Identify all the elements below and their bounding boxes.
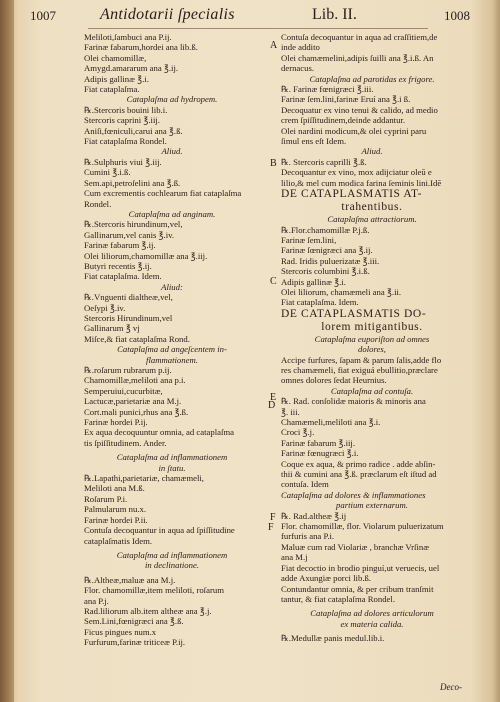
recipe-title: Cataplaſma ad parotidas ex frigore. [309, 73, 435, 84]
text-line: tantur, & fiat cataplaſma Rondel. [281, 593, 395, 604]
text-line: Contundantur omnia, & per cribum tranſmit [281, 583, 434, 594]
left-text-column [84, 32, 260, 648]
text-line: Fiat cataplaſma. Idem. [281, 297, 359, 308]
text-line: Furfurum,farinæ triticeæ P.ij. [84, 637, 186, 648]
text-line: Accipe furfures, ſapam & parum ſalis,adde flo [281, 354, 442, 365]
text-line: Olei chamæmelini,adipis ſuilli ana ℥.i.ß. An [281, 52, 434, 63]
page-number-right: 1008 [444, 8, 470, 23]
text-line: Fiat decoctio in brodio pinguí,ut veruecis, uel [281, 562, 440, 573]
recipe-title: in ſtatu. [158, 462, 186, 473]
text-line: ſimul ens eſt Idem. [281, 136, 347, 147]
text-line: res chamæmeli, fiat exiguá ebullitio,præclare [281, 364, 438, 375]
text-line: cataplaſmatis Idem. [84, 535, 153, 546]
margin-letter: C [270, 276, 277, 287]
text-line: ℞.Stercoris hirundinum,vel, [84, 219, 183, 230]
text-line: Farinæ ſem.lini, [281, 234, 337, 245]
recipe-title: Cataplaſma ad anginam. [128, 208, 216, 219]
recipe-title: Cataplaſma euporiſton ad omnes [314, 333, 430, 344]
text-line: crem ſpiſſitudinem,deinde addantur. [281, 115, 406, 126]
text-line: Chamomillæ,meliloti ana p.i. [84, 375, 186, 386]
text-line: Stercoris columbini ℥.i.ß. [281, 266, 370, 277]
text-line: Contuſa decoquantur in aqua ad craſſitiem,de [281, 32, 438, 42]
text-line: Meliloti,ſambuci ana P.ij. [84, 32, 172, 42]
text-line: ana P.j. [84, 595, 109, 606]
text-line: Cumini ℥.i.ß. [84, 167, 131, 178]
section-heading: DE CATAPLASMATIS AT- [281, 188, 423, 201]
text-line: Rad.liliorum alb.item altheæ ana ℥.j. [84, 605, 212, 616]
text-line: ℥. iii. [281, 406, 300, 417]
text-line: Sem.Lini,fœnigræci ana ℥.ß. [84, 616, 184, 627]
margin-letter: F [268, 522, 274, 533]
margin-letter: B [270, 158, 277, 169]
text-line: Roſarum P.i. [84, 493, 128, 504]
running-title: Antidotarii ſpecialis [100, 6, 235, 23]
text-line: Olei liliorum, chamæmeli ana ℥.ii. [281, 286, 402, 297]
text-line: Stercoris caprini ℥.iij. [84, 115, 160, 126]
text-line: ℞. Rad. conſolidæ maioris & minoris ana [281, 396, 426, 407]
text-line: Stercoris Hirundinum,vel [84, 312, 173, 323]
recipe-title: Cataplaſma ad dolores & inflammationes [281, 489, 426, 500]
text-line: dernacus. [281, 63, 315, 74]
margin-letter: E [270, 392, 277, 403]
section-heading: trahentibus. [341, 201, 403, 214]
recipe-title: Cataplaſma ad inflammationem [116, 452, 228, 463]
recipe-title: in declinatione. [144, 560, 200, 571]
text-line: ℞.roſarum rubrarum p.ij. [84, 365, 172, 375]
text-line: contuſa. Idem [281, 479, 329, 490]
header-rule [88, 28, 428, 29]
right-text-column [281, 32, 463, 644]
text-line: Fiat cataplaſma. [84, 84, 140, 95]
text-line: Farinæ fabarum,hordei ana lib.ß. [84, 42, 198, 53]
text-line: Rondel. [84, 198, 112, 209]
text-line: thii & cumini ana ℥.ß. præclarum eſt iſtud ad [281, 469, 437, 480]
text-line: Cum excrementis cochlearum fiat cataplaſma [84, 188, 242, 199]
text-line: ℞.Sulphuris viui ℥.iij. [84, 156, 162, 167]
text-line: inde addito [281, 42, 320, 53]
book-spine [0, 0, 14, 702]
recipe-title: ex materia calida. [340, 618, 404, 629]
text-line: Farinæ fabarum ℥.iij. [281, 437, 356, 448]
text-line: ℞.Stercoris bouini lib.i. [84, 104, 168, 115]
text-line: Flor. chamomillæ,item meliloti, roſarum [84, 585, 224, 596]
text-line: ℞.Medullæ panis medul.lib.i. [281, 633, 385, 644]
text-line: Fiat cataplaſma Rondel. [84, 136, 167, 147]
recipe-title: Cataplaſma ad dolores articulorum [310, 608, 434, 619]
text-line: Rad. Iridis puluerizatæ ℥.iii. [281, 255, 380, 266]
text-line: Olei nardini modicum,& olei cyprini paru [281, 125, 427, 136]
text-line: Ex aqua decoquuntur omnia, ad cataplaſma [84, 427, 235, 438]
text-line: lilio,& mel cum modica farina ſeminis lini.Idē [281, 177, 442, 188]
recipe-title: Aliud. [161, 146, 183, 157]
text-line: Flor. chamomillæ, flor. Violarum puluerizatum [281, 521, 444, 532]
margin-letter: D [268, 400, 276, 411]
text-line: Olei chamomillæ, [84, 52, 147, 63]
text-line: Ficus pingues num.x [84, 626, 157, 637]
text-line: adde Axungiæ porci lib.ß. [281, 573, 372, 584]
text-line: ℞. Farinæ fœnigræci ℥.iii. [281, 84, 374, 95]
text-line: ℞.Flor.chamomillæ P.j.ß. [281, 224, 370, 235]
text-line: Palmularum nu.x. [84, 504, 147, 515]
text-line: Decoquantur ex vino, mox adijciatur oleū e [281, 167, 432, 178]
text-line: Decoquatur ex vino tenui & calido, ad medio [281, 104, 438, 115]
recipe-title: Cataplaſma attractiorum. [327, 214, 417, 225]
text-line: Maluæ cum rad Violariæ , branchæ Vrſinæ [281, 541, 429, 552]
text-line: ℞.Lapathi,parietariæ, chamæmeli, [84, 473, 204, 484]
section-heading: lorem mitigantibus. [321, 320, 423, 333]
text-line: tis ſpiſſitudinem. Ander. [84, 437, 167, 448]
book-label: Lib. II. [312, 6, 357, 23]
text-line: Coque ex aqua, & primo radice . adde abſin- [281, 458, 436, 469]
text-line: Amygd.amararum ana ℥.ij. [84, 63, 179, 74]
text-line: ℞.Altheæ,maluæ ana M.j. [84, 574, 176, 585]
text-line: Farinæ fabarum ℥.ij. [84, 240, 156, 251]
text-line: Contuſa decoquantur in aqua ad ſpiſſitudine [84, 525, 235, 536]
text-line: Olei liliorum,chamomillæ ana ℥.iij. [84, 250, 208, 261]
recipe-title: dolores, [358, 344, 386, 355]
recipe-title: Aliud: [161, 281, 183, 292]
text-line: Cort.mali punici,rhus ana ℥.ß. [84, 406, 189, 417]
recipe-title: Cataplaſma ad angeſcentem in- [117, 344, 227, 355]
text-line: Lactucæ,parietariæ ana M.j. [84, 396, 182, 407]
text-line: Gallinarum,vel canis ℥.iv. [84, 229, 175, 240]
recipe-title: Aliud. [361, 146, 383, 157]
text-line: Chamæmeli,meliloti ana ℥.i. [281, 417, 381, 427]
recipe-title: Cataplaſma ad inflammationem [116, 549, 228, 560]
text-line: Farinæ hordei P.ij. [84, 417, 148, 428]
running-header [30, 6, 470, 28]
text-line: omnes dolores ſedat Heurnius. [281, 375, 387, 386]
catchword: Deco- [440, 682, 462, 692]
recipe-title: partium externarum. [336, 500, 408, 511]
text-line: furfuris ana P.i. [281, 531, 335, 542]
text-line: Oeſypi ℥.iv. [84, 302, 126, 313]
recipe-title: Cataplaſma ad hydropem. [126, 94, 218, 105]
recipe-title: Cataplaſma ad contuſa. [330, 385, 414, 396]
text-line: Sem.api,petroſelini ana ℥.ß. [84, 177, 181, 188]
margin-letter: F [270, 512, 276, 523]
text-line: Farinæ hordei P.ii. [84, 514, 148, 525]
text-line: Farinæ ſem.lini,farinæ Eruí ana ℥.i ß. [281, 94, 411, 105]
text-line: Aniſi,fœniculi,carui ana ℥.ß. [84, 125, 183, 136]
text-line: ℞. Rad.altheæ ℥.ij [281, 510, 347, 521]
recipe-title: flammationem. [146, 354, 198, 365]
text-line: Croci ℥.j. [281, 427, 315, 438]
text-line: Fiat cataplaſma. Idem. [84, 271, 162, 282]
text-line: Miſce,& fiat cataplaſma Rond. [84, 333, 190, 344]
margin-letter: A [270, 40, 278, 51]
text-line: Butyri recentis ℥.ij. [84, 260, 152, 271]
text-line: Farinæ ſœnigræci ana ℥.ij. [281, 245, 373, 256]
text-line: ℞.Vnguenti dialtheæ,vel, [84, 292, 173, 303]
page-number-left: 1007 [30, 8, 56, 23]
text-line: Gallinarum ℥ vj [84, 323, 140, 334]
section-heading: DE CATAPLASMATIS DO- [281, 307, 427, 320]
text-line: ana M.j [281, 552, 308, 563]
text-line: Meliloti ana M.ß. [84, 483, 145, 494]
text-line: Adipis gallinæ ℥.i. [84, 73, 149, 84]
text-line: Adipis gallinæ ℥.i. [281, 276, 346, 287]
text-line: Semperuiui,cucurbitæ, [84, 385, 163, 396]
text-line: Farinæ fœnugræci ℥.i. [281, 448, 359, 459]
text-line: ℞. Stercoris caprilli ℥.ß. [281, 156, 367, 167]
